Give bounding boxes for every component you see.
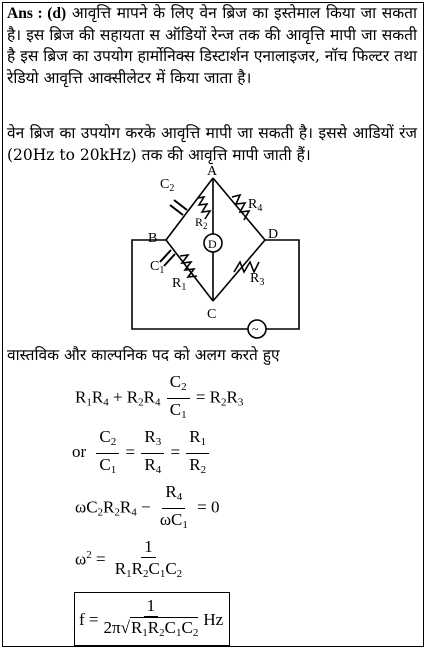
node-b-label: B — [148, 231, 158, 246]
answer-paragraph-2: वेन ब्रिज का उपयोग करके आवृत्ति मापी जा सकती है। इससे आडियों रंज (20Hz to 20kHz) तक की आवृत्ति मापी जाती हैं। — [7, 124, 417, 164]
node-d-label: D — [268, 227, 279, 242]
answer-paragraph-1 — [7, 3, 417, 89]
r3-label: $R_3$ — [250, 271, 265, 288]
equation-2: or $\frac{C_2}{C_1}$ = $\frac{R_3}{R_4}$ = $\frac{R_1}{R_2}$ — [72, 427, 211, 480]
answer-label: Ans : (d) — [7, 5, 67, 22]
equation-1: $R_1R_4 + R_2R_4$ $\frac{C_2}{C_1}$ = $R_2R_3$ — [75, 372, 244, 421]
node-c-label: C — [207, 307, 217, 322]
equation-3: $\omega C_2R_2R_4$ − $\frac{R_4}{\omega C_1}$ = 0 — [75, 482, 220, 531]
r1-resistor — [180, 255, 197, 277]
detector-label: D — [208, 237, 217, 251]
r4-resistor — [232, 195, 249, 220]
c2-label: $C_2$ — [160, 177, 175, 194]
right-wire — [265, 240, 299, 329]
equation-4: $\omega^2$ = $\frac{1}{R_1R_2C_1C_2}$ — [75, 537, 183, 580]
source-label: ~ — [252, 322, 259, 336]
answer-paragraph-3: वास्तविक और काल्पनिक पद को अलग करते हुए — [7, 346, 280, 364]
left-wire — [132, 240, 248, 329]
equation-5-boxed: f = $\frac{1}{2\pi√R_1R_2C_1C_2}$ Hz — [74, 592, 230, 646]
r4-label: $R_4$ — [248, 197, 263, 214]
paragraph-1-text: आवृत्ति मापने के लिए वेन ब्रिज का इस्तेमाल किया जा सकता है। इस ब्रिज की सहायता स ऑडियों रेन्ज तक की आवृत्ति मापी जा सकती है इस ब्रिज का उपयोग हार्मोनिक्स डिस्टार्शन एनालाइजर, नॉच फिल्टर तथा रेडियो आवृत्ति आक्सीलेटर में किया जाता है। — [7, 4, 418, 87]
wien-bridge-diagram — [0, 165, 428, 355]
r1-label: $R_1$ — [172, 276, 187, 293]
c1-label: $C_1$ — [150, 259, 165, 276]
node-a-label: A — [207, 165, 218, 179]
r2-label: $R_2$ — [195, 215, 208, 231]
